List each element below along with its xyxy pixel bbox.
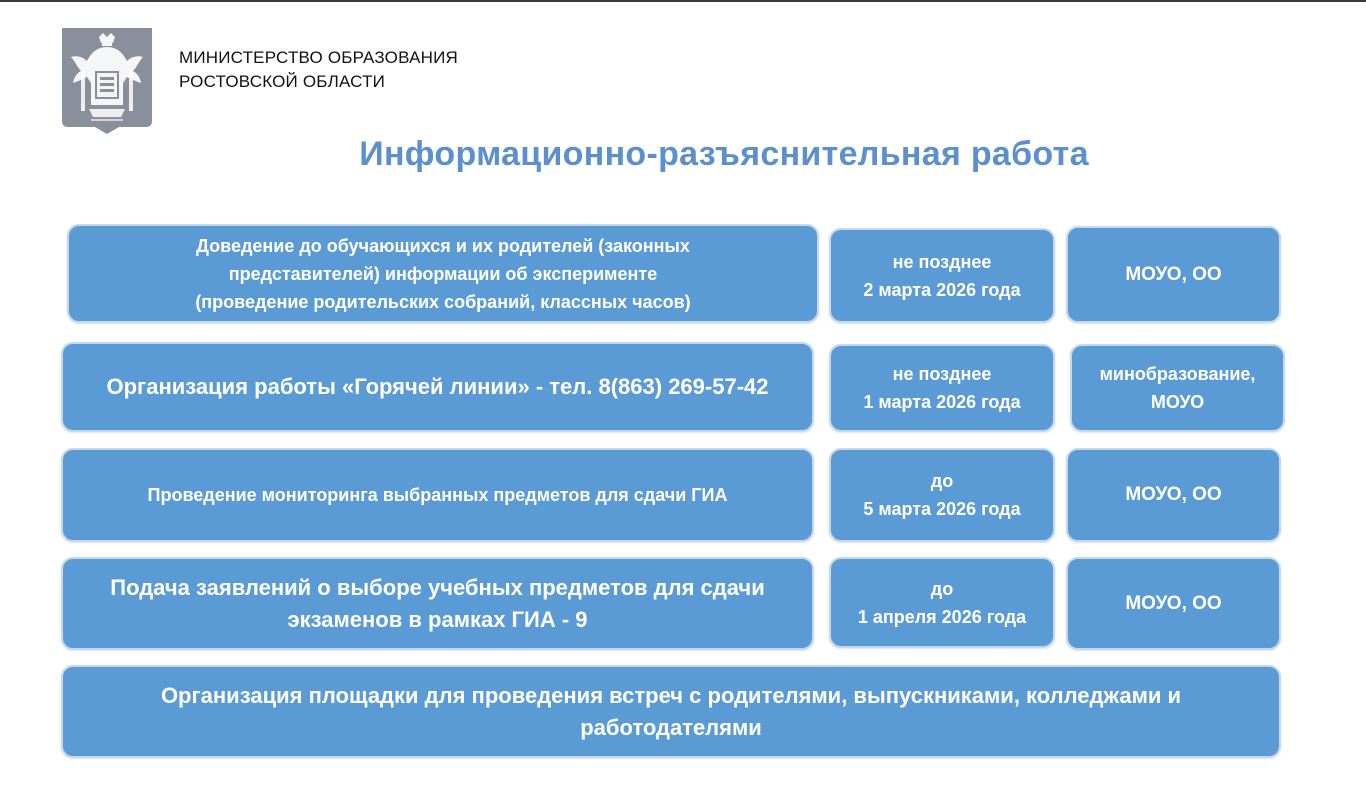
deadline-box (829, 448, 1055, 542)
responsible-box (1066, 557, 1281, 650)
deadline-text-line: не позднее (892, 251, 992, 272)
task-box (61, 342, 814, 432)
top-border (0, 0, 1366, 2)
task-text-line: работодателями (580, 714, 762, 740)
task-text-line: Подача заявлений о выборе учебных предметов для сдачи (110, 574, 765, 600)
task-text-line: представителей) информации об эксперименте (228, 263, 658, 284)
task-text-line: Доведение до обучающихся и их родителей (законных (196, 235, 690, 256)
page-title: Информационно-разъяснительная работа (359, 135, 1089, 173)
deadline-text-line: 1 апреля 2026 года (857, 606, 1027, 627)
deadline-text-line: не позднее (892, 364, 992, 384)
rostov-oblast-coat-of-arms-icon (61, 27, 153, 135)
ministry-name-line-1: МИНИСТЕРСТВО ОБРАЗОВАНИЯ (179, 48, 458, 67)
responsible-box (1066, 448, 1281, 542)
responsible-box (1070, 344, 1285, 432)
task-box (67, 224, 819, 323)
ministry-name-line-2: РОСТОВСКОЙ ОБЛАСТИ (179, 72, 386, 91)
deadline-text-line: 2 марта 2026 года (863, 279, 1021, 300)
task-text-line: (проведение родительских собраний, классных часов) (195, 291, 691, 312)
responsible-text-line: МОУО, ОО (1125, 263, 1222, 285)
deadline-text-line: до (930, 471, 954, 491)
responsible-text-line: МОУО, ОО (1125, 592, 1222, 614)
deadline-box (829, 344, 1055, 432)
deadline-text-line: до (930, 578, 954, 599)
responsible-box (1066, 226, 1281, 323)
deadline-box (829, 557, 1055, 648)
ministry-name (179, 46, 458, 94)
task-box (61, 557, 814, 650)
responsible-text-line: МОУО, ОО (1125, 484, 1222, 505)
task-text-line: Организация работы «Горячей линии» - тел. 8(863) 269-57-42 (106, 374, 769, 399)
deadline-text-line: 1 марта 2026 года (863, 392, 1021, 412)
wide-task-box (61, 665, 1281, 758)
deadline-box (829, 228, 1055, 323)
responsible-text-line: минобразование, (1099, 364, 1256, 384)
task-box (61, 448, 814, 542)
responsible-text-line: МОУО (1150, 392, 1205, 412)
task-text-line: экзаменов в рамках ГИА - 9 (287, 606, 588, 632)
task-text-line: Проведение мониторинга выбранных предметов для сдачи ГИА (147, 485, 728, 505)
task-text-line: Организация площадки для проведения встреч с родителями, выпускниками, колледжами и (160, 682, 1182, 708)
deadline-text-line: 5 марта 2026 года (863, 499, 1021, 519)
